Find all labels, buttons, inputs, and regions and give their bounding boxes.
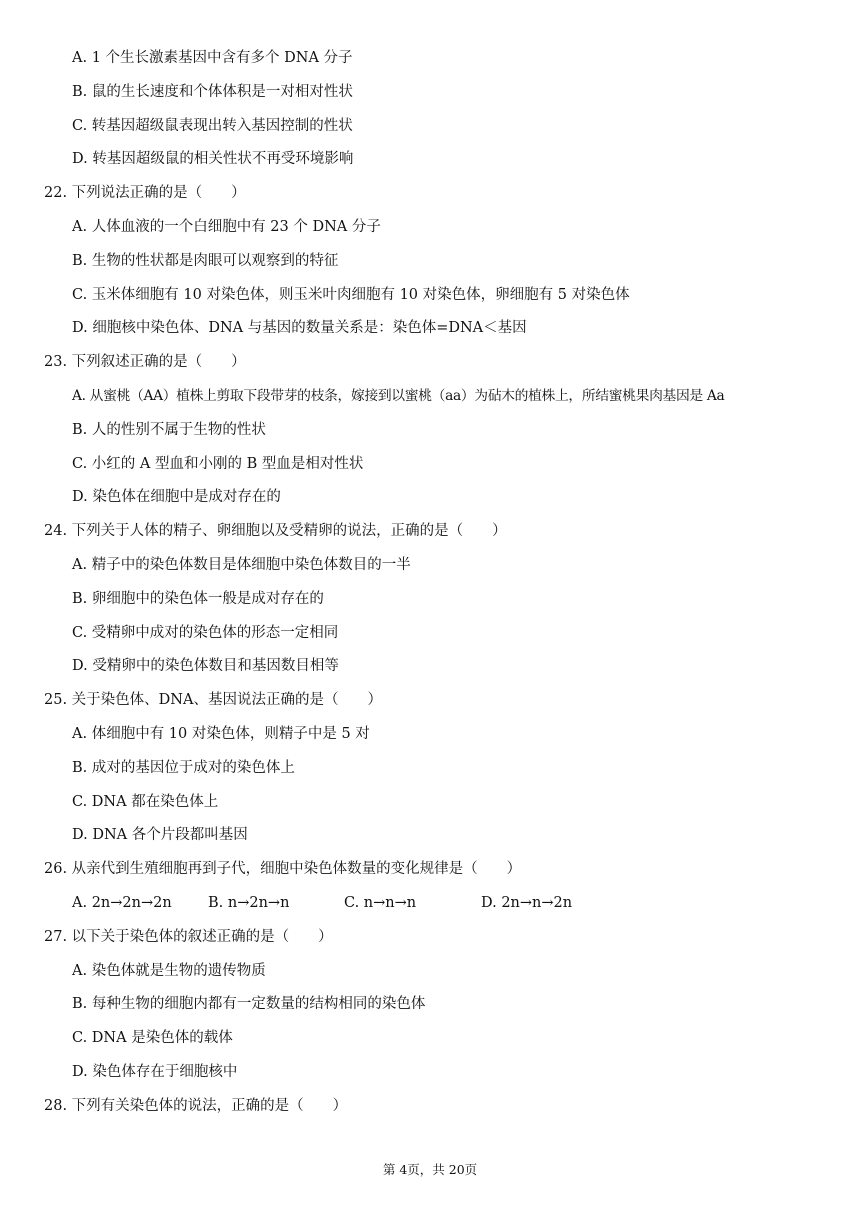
q22-stem: 22. 下列说法正确的是（ ） (44, 185, 246, 201)
q24-option-b: B. 卵细胞中的染色体一般是成对存在的 (72, 591, 324, 607)
q21-option-d: D. 转基因超级鼠的相关性状不再受环境影响 (72, 151, 354, 167)
q25-option-d: D. DNA 各个片段都叫基因 (72, 827, 248, 843)
q27-stem: 27. 以下关于染色体的叙述正确的是（ ） (44, 929, 333, 945)
q22-option-b: B. 生物的性状都是肉眼可以观察到的特征 (72, 253, 339, 269)
q23-option-a: A. 从蜜桃（AA）植株上剪取下段带芽的枝条，嫁接到以蜜桃（aa）为砧木的植株上，所结蜜桃果肉基因是 Aa (72, 388, 725, 404)
q27-option-b: B. 每种生物的细胞内都有一定数量的结构相同的染色体 (72, 996, 426, 1012)
q25-stem: 25. 关于染色体、DNA、基因说法正确的是（ ） (44, 692, 382, 708)
page-footer: 第 4页，共 20页 (382, 1162, 478, 1177)
q23-stem: 23. 下列叙述正确的是（ ） (44, 354, 246, 370)
q24-option-a: A. 精子中的染色体数目是体细胞中染色体数目的一半 (72, 557, 411, 573)
q26-option-d: D. 2n→n→2n (481, 895, 573, 911)
q28-stem: 28. 下列有关染色体的说法，正确的是（ ） (44, 1098, 348, 1114)
q24-stem: 24. 下列关于人体的精子、卵细胞以及受精卵的说法，正确的是（ ） (44, 523, 507, 539)
q26-option-b: B. n→2n→n (208, 895, 290, 911)
q23-option-d: D. 染色体在细胞中是成对存在的 (72, 489, 281, 505)
q23-option-c: C. 小红的 A 型血和小刚的 B 型血是相对性状 (72, 456, 364, 472)
q25-option-c: C. DNA 都在染色体上 (72, 794, 219, 810)
q24-option-c: C. 受精卵中成对的染色体的形态一定相同 (72, 625, 339, 641)
q26-stem: 26. 从亲代到生殖细胞再到子代，细胞中染色体数量的变化规律是（ ） (44, 861, 522, 877)
q26-option-c: C. n→n→n (344, 895, 417, 911)
q26-options (72, 892, 632, 914)
q27-option-c: C. DNA 是染色体的载体 (72, 1030, 233, 1046)
q22-option-d: D. 细胞核中染色体、DNA 与基因的数量关系是：染色体=DNA＜基因 (72, 320, 527, 336)
q22-option-c: C. 玉米体细胞有 10 对染色体，则玉米叶肉细胞有 10 对染色体，卵细胞有 5 对染色体 (72, 287, 630, 303)
q24-option-d: D. 受精卵中的染色体数目和基因数目相等 (72, 658, 339, 674)
q23-option-b: B. 人的性别不属于生物的性状 (72, 422, 266, 438)
q27-option-a: A. 染色体就是生物的遗传物质 (72, 963, 266, 979)
q25-option-b: B. 成对的基因位于成对的染色体上 (72, 760, 295, 776)
q25-option-a: A. 体细胞中有 10 对染色体，则精子中是 5 对 (72, 726, 370, 742)
q21-option-c: C. 转基因超级鼠表现出转入基因控制的性状 (72, 118, 353, 134)
q21-option-a: A. 1 个生长激素基因中含有多个 DNA 分子 (72, 50, 353, 66)
q26-option-a: A. 2n→2n→2n (72, 895, 172, 911)
q21-option-b: B. 鼠的生长速度和个体体积是一对相对性状 (72, 84, 353, 100)
q22-option-a: A. 人体血液的一个白细胞中有 23 个 DNA 分子 (72, 219, 381, 235)
q27-option-d: D. 染色体存在于细胞核中 (72, 1064, 238, 1080)
